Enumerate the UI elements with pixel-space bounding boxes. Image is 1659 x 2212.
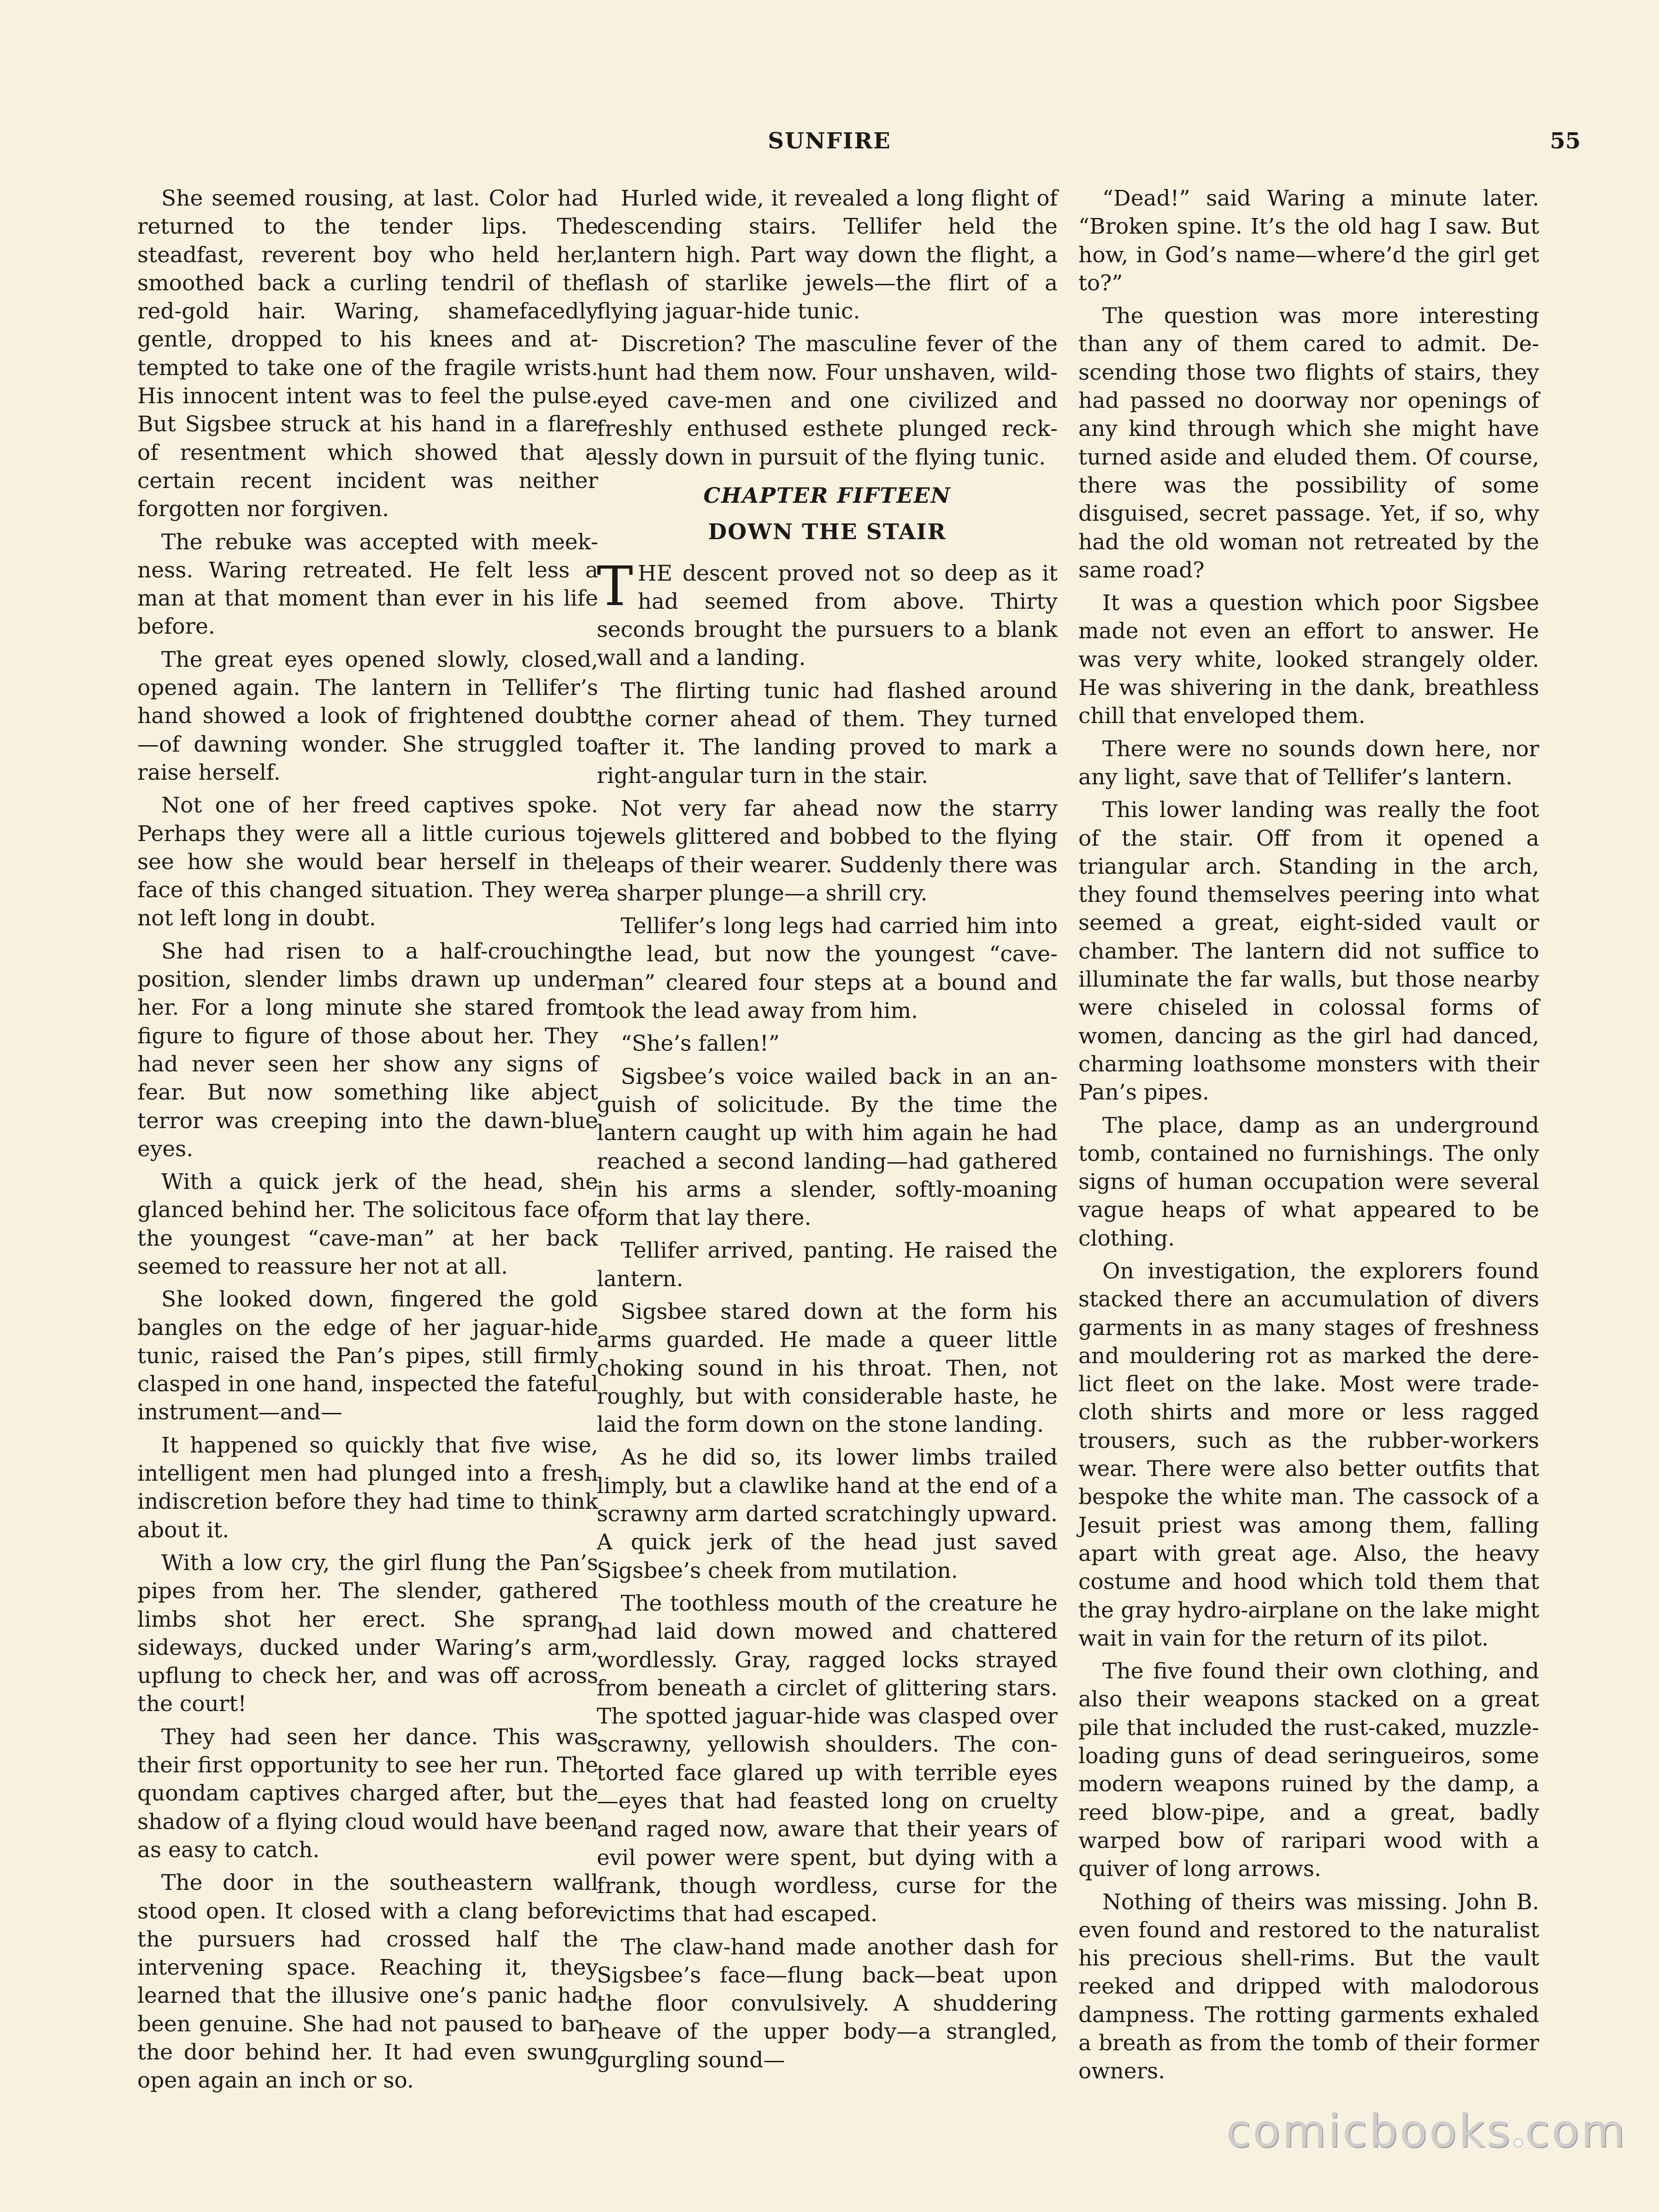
text-column-2 bbox=[597, 184, 1058, 2079]
paragraph: Tellifer arrived, panting. He raised the lantern. bbox=[597, 1238, 1058, 1292]
drop-cap: T bbox=[597, 554, 633, 618]
paragraph: With a low cry, the girl flung the Pan’s pipes from her. The slender, gathered limbs shot her erect. She sprang sideways, ducked under Waring’s arm, upflung to check her, and was off across the court! bbox=[137, 1550, 598, 1717]
chapter-opening-paragraph bbox=[597, 554, 1058, 672]
paragraph: Discretion? The masculine fever of the hunt had them now. Four unshaven, wild-eyed cave-men and one civilized and freshly enthused esthete plunged recklessly down in pursuit of the flying tunic. bbox=[597, 331, 1058, 470]
paragraph: On investigation, the explorers found stacked there an accumulation of divers garments in as many stages of freshness and mouldering rot as marked the derelict fleet on the lake. Most were trade-cloth shirts and more or less ragged trousers, such as the rubber-workers wear. There were also better outfits that bespoke the white man. The cassock of a Jesuit priest was among them, falling apart with great age. Also, the heavy costume and hood which told them that the gray hydro-airplane on the lake might wait in vain for the return of its pilot. bbox=[1078, 1258, 1539, 1651]
paragraph: She seemed rousing, at last. Color had returned to the tender lips. The steadfast, reverent boy who held her, smoothed back a curling tendril of the red-gold hair. Waring, shamefacedly gentle, dropped to his knees and attempted to take one of the fragile wrists. His innocent intent was to feel the pulse. But Sigsbee struck at his hand in a flare of resentment which showed that a certain recent incident was neither forgotten nor forgiven. bbox=[137, 186, 598, 522]
paragraph: Tellifer’s long legs had carried him into the lead, but now the youngest “cave-man” cleared four steps at a bound and took the lead away from him. bbox=[597, 913, 1058, 1024]
paragraph: The flirting tunic had flashed around the corner ahead of them. They turned after it. The landing proved to mark a right-angular turn in the stair. bbox=[597, 678, 1058, 788]
watermark-part1: comicbooks bbox=[1226, 2105, 1512, 2158]
paragraph: Sigsbee’s voice wailed back in an anguish of solicitude. By the time the lantern caught up with him again he had reached a second landing—had gathered in his arms a slender, softly-moaning form that lay there. bbox=[597, 1064, 1058, 1231]
paragraph: The great eyes opened slowly, closed, opened again. The lantern in Tellifer’s hand showed a look of frightened doubt —of dawning wonder. She struggled to raise herself. bbox=[137, 647, 598, 785]
watermark-dot-icon bbox=[1515, 2139, 1522, 2147]
chapter-title: DOWN THE STAIR bbox=[708, 519, 947, 545]
paragraph: Nothing of theirs was missing. John B. even found and restored to the naturalist his precious shell-rims. But the vault reeked and dripped with malodorous dampness. The rotting garments exhaled a breath as from the tomb of their former owners. bbox=[1078, 1889, 1539, 2084]
paragraph: The question was more interesting than any of them cared to admit. Descending those two flights of stairs, they had passed no doorway nor openings of any kind through which she might have turned aside and eluded them. Of course, there was the possibility of some disguised, secret passage. Yet, if so, why had the old woman not retreated by the same road? bbox=[1078, 303, 1539, 583]
paragraph: It happened so quickly that five wise, intelligent men had plunged into a fresh indiscretion before they had time to think about it. bbox=[137, 1432, 598, 1543]
opening-text: HE descent proved not so deep as it had seemed from above. Thirty seconds brought the pursuers to a blank wall and a landing. bbox=[597, 560, 1058, 671]
paragraph: They had seen her dance. This was their first opportunity to see her run. The quondam captives charged after, but the shadow of a flying cloud would have been as easy to catch. bbox=[137, 1724, 598, 1863]
watermark bbox=[1226, 2105, 1627, 2158]
paragraph: There were no sounds down here, nor any light, save that of Tellifer’s lantern. bbox=[1078, 736, 1539, 790]
paragraph: Sigsbee stared down at the form his arms guarded. He made a queer little choking sound in his throat. Then, not roughly, but with considerable haste, he laid the form down on the stone landing. bbox=[597, 1299, 1058, 1438]
paragraph: The five found their own clothing, and also their weapons stacked on a great pile that included the rust-caked, muzzle-loading guns of dead seringueiros, some modern weapons ruined by the damp, a reed blow-pipe, and a great, badly warped bow of raripari wood with a quiver of long arrows. bbox=[1078, 1659, 1539, 1882]
paragraph: Not one of her freed captives spoke. Perhaps they were all a little curious to see how she would bear herself in the face of this changed situation. They were not left long in doubt. bbox=[137, 793, 598, 931]
paragraph: The rebuke was accepted with meekness. Waring retreated. He felt less a man at that moment than ever in his life before. bbox=[137, 529, 598, 640]
watermark-part2: com bbox=[1524, 2105, 1627, 2158]
paragraph: She looked down, fingered the gold bangles on the edge of her jaguar-hide tunic, raised the Pan’s pipes, still firmly clasped in one hand, inspected the fateful instrument—and— bbox=[137, 1287, 598, 1425]
paragraph: This lower landing was really the foot of the stair. Off from it opened a triangular arch. Standing in the arch, they found themselves peering into what seemed a great, eight-sided vault or chamber. The lantern did not suffice to illuminate the far walls, but those nearby were chiseled in colossal forms of women, dancing as the girl had danced, charming loathsome monsters with their Pan’s pipes. bbox=[1078, 797, 1539, 1106]
paragraph: With a quick jerk of the head, she glanced behind her. The solicitous face of the youngest “cave-man” at her back seemed to reassure her not at all. bbox=[137, 1169, 598, 1279]
paragraph: “She’s fallen!” bbox=[621, 1031, 780, 1057]
paragraph: “Dead!” said Waring a minute later. “Broken spine. It’s the old hag I saw. But how, in God’s name—where’d the girl get to?” bbox=[1078, 186, 1539, 296]
paragraph: She had risen to a half-crouching position, slender limbs drawn up under her. For a long minute she stared from figure to figure of those about her. They had never seen her show any signs of fear. But now something like abject terror was creeping into the dawn-blue eyes. bbox=[137, 938, 598, 1162]
paragraph: The toothless mouth of the creature he had laid down mowed and chattered wordlessly. Gray, ragged locks strayed from beneath a circlet of glittering stars. The spotted jaguar-hide was clasped over scrawny, yellowish shoulders. The contorted face glared up with terrible eyes —eyes that had feasted long on cruelty and raged now, aware that their years of evil power were spent, but dying with a frank, though wordless, curse for the victims that had escaped. bbox=[597, 1590, 1058, 1927]
paragraph: The claw-hand made another dash for Sigsbee’s face—flung back—beat upon the floor convulsively. A shuddering heave of the upper body—a strangled, gurgling sound— bbox=[597, 1934, 1058, 2073]
text-column-3 bbox=[1078, 184, 1539, 2090]
paragraph: The door in the southeastern wall stood open. It closed with a clang before the pursuers had crossed half the intervening space. Reaching it, they learned that the illusive one’s panic had been genuine. She had not paused to bar the door behind her. It had even swung open again an inch or so. bbox=[137, 1870, 598, 2094]
text-column-1 bbox=[137, 184, 598, 2100]
paragraph: Not very far ahead now the starry jewels glittered and bobbed to the flying leaps of their wearer. Suddenly there was a sharper plunge—a shrill cry. bbox=[597, 795, 1058, 906]
chapter-label: CHAPTER FIFTEEN bbox=[703, 482, 951, 508]
paragraph: The place, damp as an underground tomb, contained no furnishings. The only signs of human occupation were several vague heaps of what appeared to be clothing. bbox=[1078, 1112, 1539, 1251]
paragraph: As he did so, its lower limbs trailed limply, but a clawlike hand at the end of a scrawny arm darted scratchingly upward. A quick jerk of the head just saved Sigsbee’s cheek from mutilation. bbox=[597, 1445, 1058, 1583]
paragraph: It was a question which poor Sigsbee made not even an effort to answer. He was very white, looked strangely older. He was shivering in the dank, breathless chill that enveloped them. bbox=[1078, 590, 1539, 729]
paragraph: Hurled wide, it revealed a long flight of descending stairs. Tellifer held the lantern high. Part way down the flight, a flash of starlike jewels—the flirt of a flying jaguar-hide tunic. bbox=[597, 186, 1058, 324]
page-number: 55 bbox=[1550, 128, 1581, 154]
running-title: SUNFIRE bbox=[768, 128, 891, 154]
